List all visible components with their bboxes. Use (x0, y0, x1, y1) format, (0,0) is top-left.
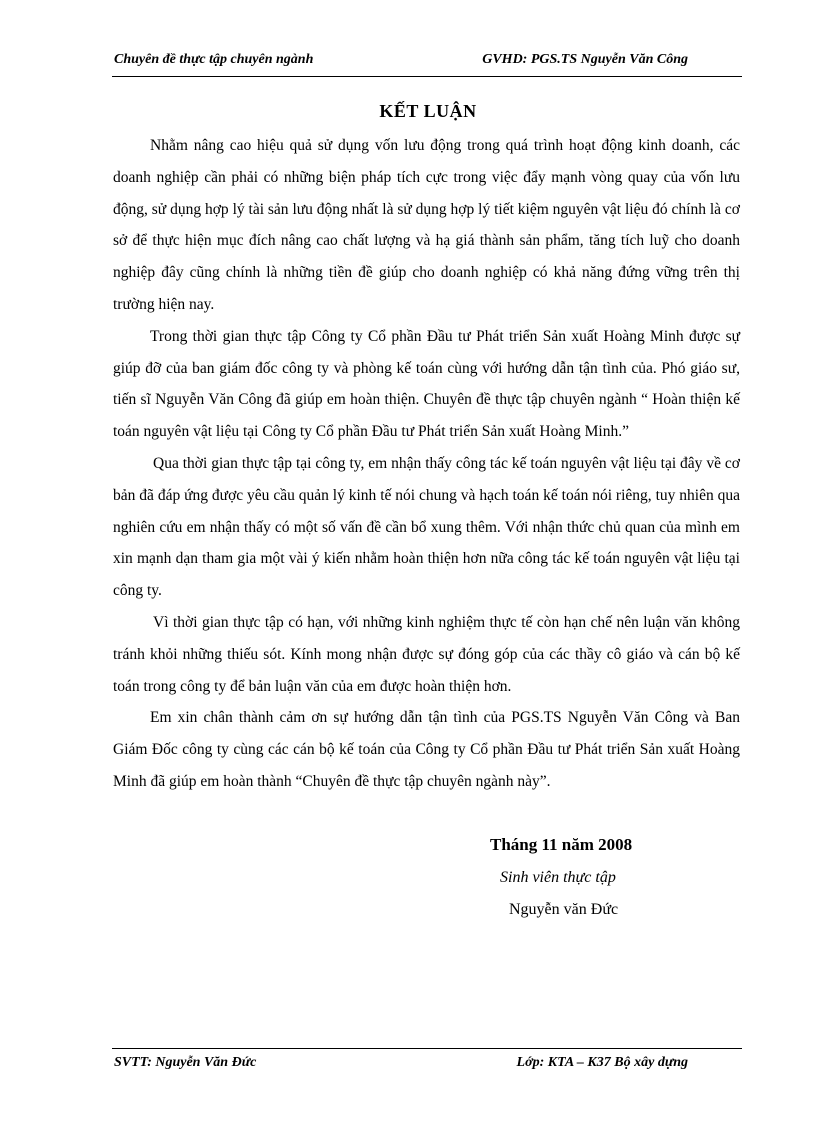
signature-date: Tháng 11 năm 2008 (490, 835, 633, 854)
document-body (113, 130, 740, 798)
page-footer (114, 1055, 688, 1075)
footer-student: SVTT: Nguyễn Văn Đức (114, 1055, 257, 1070)
header-course-title: Chuyên đề thực tập chuyên ngành (114, 52, 314, 67)
page-header (114, 52, 688, 72)
header-advisor: GVHD: PGS.TS Nguyễn Văn Công (482, 52, 688, 67)
paragraph-3: Qua thời gian thực tập tại công ty, em nhận thấy công tác kế toán nguyên vật liệu tại đây về cơ bản đã đáp ứng được yêu cầu quản lý kinh tế nói chung và hạch toán kế toán nói riêng, tuy nhiên qua nghiên cứu em nhận thấy có một số vấn đề cần bổ xung thêm. Với nhận thức chủ quan của mình em xin mạnh dạn tham gia một vài ý kiến nhằm hoàn thiện hơn nữa công tác kế toán nguyên vật liệu tại công ty. (113, 454, 740, 600)
header-divider (112, 76, 742, 77)
signature-role: Sinh viên thực tập (500, 869, 616, 886)
signature-name: Nguyễn văn Đức (509, 901, 619, 918)
footer-class: Lớp: KTA – K37 Bộ xây dựng (516, 1055, 688, 1070)
paragraph-1: Nhằm nâng cao hiệu quả sử dụng vốn lưu động trong quá trình hoạt động kinh doanh, các doanh nghiệp cần phải có những biện pháp tích cực trong việc đẩy mạnh vòng quay của vốn lưu động, sử dụng hợp lý tài sản lưu động nhất là sử dụng hợp lý tiết kiệm nguyên vật liệu đó chính là cơ sở để thực hiện mục đích nâng cao chất lượng và hạ giá thành sản phẩm, tăng tích luỹ cho doanh nghiệp đây cũng chính là những tiền đề giúp cho doanh nghiệp có khả năng đứng vững trên thị trường hiện nay. (113, 137, 740, 313)
paragraph-5: Em xin chân thành cảm ơn sự hướng dẫn tận tình của PGS.TS Nguyễn Văn Công và Ban Giám Đốc công ty cùng các cán bộ kế toán của Công ty Cổ phần Đầu tư Phát triển Sản xuất Hoàng Minh đã giúp em hoàn thành “Chuyên đề thực tập chuyên ngành này”. (113, 709, 740, 790)
paragraph-4: Vì thời gian thực tập có hạn, với những kinh nghiệm thực tế còn hạn chế nên luận văn không tránh khỏi những thiếu sót. Kính mong nhận được sự đóng góp của các thầy cô giáo và cán bộ kế toán trong công ty để bản luận văn của em được hoàn thiện hơn. (113, 613, 740, 695)
paragraph-2: Trong thời gian thực tập Công ty Cổ phần Đầu tư Phát triển Sản xuất Hoàng Minh được sự giúp đỡ của ban giám đốc công ty và phòng kế toán cùng với hướng dẫn tận tình của. Phó giáo sư, tiến sĩ Nguyễn Văn Công đã giúp em hoàn thiện. Chuyên đề thực tập chuyên ngành “ Hoàn thiện kế toán nguyên vật liệu tại Công ty Cổ phần Đầu tư Phát triển Sản xuất Hoàng Minh.” (113, 327, 740, 441)
page-title: KẾT LUẬN (379, 101, 477, 121)
footer-divider (112, 1048, 742, 1049)
